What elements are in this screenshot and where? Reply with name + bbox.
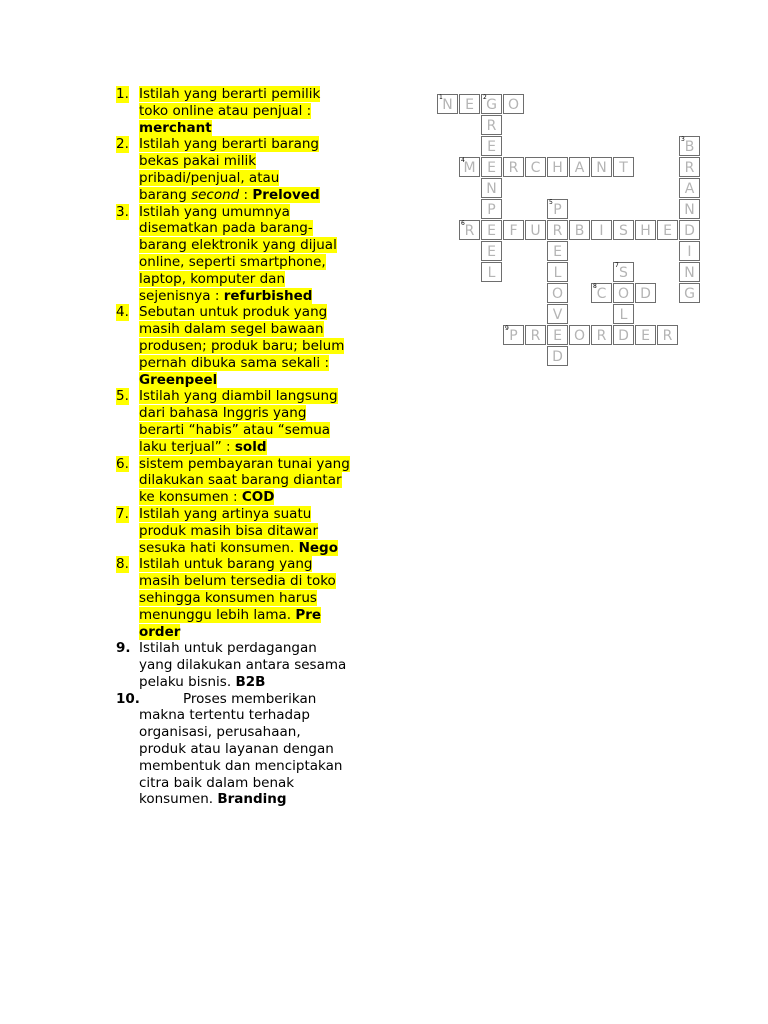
- clue-text: Istilah untuk barang yang: [139, 556, 313, 573]
- crossword-letter: N: [442, 97, 453, 113]
- crossword-letter: M: [463, 160, 476, 176]
- clue-text: Istilah yang berarti barang: [139, 136, 319, 153]
- crossword-letter: N: [684, 202, 695, 218]
- crossword-cell[interactable]: [547, 346, 568, 366]
- crossword-letter: C: [530, 160, 541, 176]
- crossword-cell[interactable]: [481, 136, 502, 156]
- clue-answer: merchant: [139, 119, 212, 136]
- clue-text: Sebutan untuk produk yang: [139, 304, 328, 321]
- clue-answer: Branding: [217, 791, 287, 808]
- clue-answer: COD: [241, 489, 275, 506]
- crossword-cell[interactable]: [613, 157, 634, 177]
- clue-text: citra baik dalam benak: [139, 774, 295, 791]
- crossword-cell[interactable]: [481, 178, 502, 198]
- clue-answer: order: [139, 623, 181, 640]
- crossword-cell[interactable]: [613, 304, 634, 324]
- crossword-cell[interactable]: [503, 220, 524, 240]
- crossword-letter: R: [508, 160, 519, 176]
- crossword-cell[interactable]: [591, 325, 612, 345]
- clue-number: 4.: [116, 304, 129, 321]
- crossword-cell[interactable]: [657, 325, 678, 345]
- clue-text: dari bahasa Inggris yang: [139, 405, 307, 422]
- crossword-letter: E: [465, 97, 474, 113]
- crossword-cell[interactable]: [613, 283, 634, 303]
- clue-text: yang dilakukan antara sesama: [139, 657, 347, 674]
- crossword-letter: E: [553, 328, 562, 344]
- clue-number: 2.: [116, 136, 129, 153]
- crossword-letter: I: [687, 244, 692, 260]
- crossword-cell[interactable]: [481, 94, 502, 114]
- clue-number: 8.: [116, 556, 129, 573]
- clue-number: 10.: [116, 690, 140, 707]
- clue-text: menunggu lebih lama.: [139, 606, 296, 623]
- clue-answer: refurbished: [223, 287, 313, 304]
- clue-text: makna tertentu terhadap: [139, 707, 310, 724]
- clue-number: 7.: [116, 505, 129, 522]
- clue-text: barang elektronik yang dijual: [139, 237, 337, 254]
- crossword-letter: O: [617, 286, 630, 302]
- crossword-cell[interactable]: [569, 325, 590, 345]
- clue-text: Istilah yang berarti pemilik: [139, 86, 321, 102]
- clue-text: Istilah yang diambil langsung: [139, 388, 338, 405]
- crossword-letter: R: [530, 328, 541, 344]
- clue-text: disematkan pada barang-: [139, 220, 313, 237]
- crossword-clue-number: 7: [615, 262, 619, 269]
- crossword-letter: I: [599, 223, 604, 239]
- crossword-cell[interactable]: [613, 262, 634, 282]
- crossword-cell[interactable]: [481, 115, 502, 135]
- clue-text: pernah dibuka sama sekali :: [139, 354, 330, 371]
- clue-text: ke konsumen :: [139, 489, 242, 506]
- crossword-letter: R: [552, 223, 563, 239]
- crossword-letter: D: [618, 328, 629, 344]
- clue-text: organisasi, perusahaan,: [139, 724, 301, 741]
- crossword-clue-number: 6: [461, 220, 465, 227]
- clue-number: 3.: [116, 203, 129, 220]
- crossword-letter: D: [552, 349, 563, 365]
- crossword-clue-number: 1: [439, 94, 443, 101]
- crossword-cell[interactable]: [679, 241, 700, 261]
- crossword-cell[interactable]: [679, 220, 700, 240]
- crossword-cell[interactable]: [481, 157, 502, 177]
- crossword-letter: R: [596, 328, 607, 344]
- crossword-cell[interactable]: [613, 325, 634, 345]
- crossword-cell[interactable]: [503, 94, 524, 114]
- crossword-cell[interactable]: [503, 157, 524, 177]
- crossword-cell[interactable]: [547, 199, 568, 219]
- crossword-letter: U: [530, 223, 541, 239]
- crossword-letter: S: [619, 223, 628, 239]
- crossword-letter: T: [619, 160, 628, 176]
- clue-text: laptop, komputer dan: [139, 270, 286, 287]
- clue-number: 5.: [116, 388, 129, 405]
- crossword-letter: P: [487, 202, 496, 218]
- clue-text: masih belum tersedia di toko: [139, 573, 336, 590]
- clue-text: dilakukan saat barang diantar: [139, 472, 342, 489]
- clue-answer: Greenpeel: [139, 371, 218, 388]
- crossword-letter: S: [619, 265, 628, 281]
- crossword-clue-number: 3: [681, 136, 685, 143]
- crossword-letter: E: [487, 244, 496, 260]
- crossword-cell[interactable]: [547, 283, 568, 303]
- crossword-letter: A: [684, 181, 695, 197]
- crossword-cell[interactable]: [525, 325, 546, 345]
- clue-text: sehingga konsumen harus: [139, 589, 317, 606]
- crossword-cell[interactable]: [547, 157, 568, 177]
- crossword-letter: O: [551, 286, 564, 302]
- clue-answer: sold: [234, 438, 267, 455]
- crossword-letter: O: [507, 97, 520, 113]
- clue-text: online, seperti smartphone,: [139, 253, 326, 270]
- crossword-letter: E: [487, 160, 496, 176]
- crossword-letter: E: [487, 139, 496, 155]
- clue-text: Istilah untuk perdagangan: [139, 640, 317, 657]
- clue-text: produsen; produk baru; belum: [139, 337, 345, 354]
- clue-text: sejenisnya :: [139, 287, 224, 304]
- crossword-cell[interactable]: [591, 220, 612, 240]
- clue-text: pribadi/penjual, atau: [139, 169, 280, 186]
- clue-text: Istilah yang artinya suatu: [139, 505, 312, 522]
- clue-answer: Nego: [298, 539, 338, 556]
- clue-text: produk masih bisa ditawar: [139, 522, 319, 539]
- crossword-letter: N: [486, 181, 497, 197]
- crossword-clue-number: 2: [483, 94, 487, 101]
- crossword-cell[interactable]: [613, 220, 634, 240]
- crossword-letter: L: [619, 307, 628, 323]
- crossword-cell[interactable]: [481, 199, 502, 219]
- crossword-letter: D: [684, 223, 695, 239]
- crossword-clue-number: 8: [593, 283, 597, 290]
- crossword-cell[interactable]: [459, 157, 480, 177]
- crossword-cell[interactable]: [481, 262, 502, 282]
- clue-text: toko online atau penjual :: [139, 102, 312, 119]
- crossword-letter: H: [640, 223, 651, 239]
- crossword-cell[interactable]: [481, 220, 502, 240]
- crossword-letter: N: [684, 265, 695, 281]
- clue-text: Istilah yang umumnya: [139, 203, 290, 220]
- crossword-letter: O: [573, 328, 586, 344]
- crossword-cell[interactable]: [679, 178, 700, 198]
- crossword-cell[interactable]: [503, 325, 524, 345]
- crossword-letter: N: [596, 160, 607, 176]
- crossword-letter: V: [552, 307, 563, 323]
- crossword-cell[interactable]: [547, 220, 568, 240]
- clue-text: barang: [139, 186, 192, 203]
- crossword-letter: R: [662, 328, 673, 344]
- crossword-clue-number: 9: [505, 325, 509, 332]
- clue-text: konsumen.: [139, 791, 218, 808]
- crossword-clue-number: 4: [461, 157, 465, 164]
- crossword-letter: G: [684, 286, 695, 302]
- crossword-letter: A: [574, 160, 585, 176]
- crossword-letter: L: [487, 265, 496, 281]
- clue-text: bekas pakai milik: [139, 153, 257, 170]
- clue-text: sesuka hati konsumen.: [139, 539, 299, 556]
- crossword-cell[interactable]: [547, 325, 568, 345]
- crossword-cell[interactable]: [657, 220, 678, 240]
- clue-text: masih dalam segel bawaan: [139, 321, 324, 338]
- crossword-cell[interactable]: [679, 262, 700, 282]
- clue-text: second: [191, 186, 240, 203]
- crossword-letter: G: [486, 97, 497, 113]
- crossword-cell[interactable]: [569, 157, 590, 177]
- crossword-cell[interactable]: [591, 157, 612, 177]
- clue-number: 9.: [116, 640, 131, 657]
- clue-text: sistem pembayaran tunai yang: [139, 455, 350, 472]
- crossword-cell[interactable]: [459, 94, 480, 114]
- crossword-cell[interactable]: [525, 220, 546, 240]
- crossword-cell[interactable]: [679, 283, 700, 303]
- crossword-cell[interactable]: [635, 283, 656, 303]
- crossword-letter: R: [684, 160, 695, 176]
- crossword-letter: E: [553, 244, 562, 260]
- crossword-letter: P: [553, 202, 562, 218]
- clue-answer: Pre: [295, 606, 322, 623]
- clue-text: laku terjual” :: [139, 438, 235, 455]
- crossword-cell[interactable]: [569, 220, 590, 240]
- crossword-cell[interactable]: [547, 262, 568, 282]
- crossword-letter: E: [663, 223, 672, 239]
- crossword-cell[interactable]: [459, 220, 480, 240]
- crossword-letter: H: [552, 160, 563, 176]
- crossword-letter: B: [684, 139, 695, 155]
- crossword-letter: E: [487, 223, 496, 239]
- clue-text: produk atau layanan dengan: [139, 741, 334, 758]
- crossword-letter: R: [464, 223, 475, 239]
- crossword-cell[interactable]: [547, 304, 568, 324]
- crossword-cell[interactable]: [525, 157, 546, 177]
- crossword-letter: D: [640, 286, 651, 302]
- clue-text: :: [239, 186, 253, 203]
- crossword-cell[interactable]: [635, 325, 656, 345]
- crossword-cell[interactable]: [679, 157, 700, 177]
- clue-text: membentuk dan menciptakan: [139, 757, 343, 774]
- crossword-cell[interactable]: [635, 220, 656, 240]
- crossword-cell[interactable]: [679, 136, 700, 156]
- crossword-letter: E: [641, 328, 650, 344]
- crossword-cell[interactable]: [547, 241, 568, 261]
- clue-number: 1.: [116, 86, 129, 102]
- clue-number: 6.: [116, 455, 129, 472]
- crossword-cell[interactable]: [437, 94, 458, 114]
- crossword-cell[interactable]: [591, 283, 612, 303]
- clue-answer: B2B: [235, 673, 266, 690]
- clue-text: berarti “habis” atau “semua: [139, 421, 331, 438]
- crossword-letter: F: [509, 223, 518, 239]
- crossword-letter: L: [553, 265, 562, 281]
- crossword-cell[interactable]: [679, 199, 700, 219]
- crossword-letter: P: [509, 328, 518, 344]
- crossword-letter: B: [574, 223, 585, 239]
- crossword-letter: R: [486, 118, 497, 134]
- clue-text: Proses memberikan: [183, 690, 317, 707]
- crossword-clue-number: 5: [549, 199, 553, 206]
- crossword-cell[interactable]: [481, 241, 502, 261]
- clue-text: pelaku bisnis.: [139, 673, 236, 690]
- crossword-letter: C: [596, 286, 607, 302]
- clue-answer: Preloved: [252, 186, 320, 203]
